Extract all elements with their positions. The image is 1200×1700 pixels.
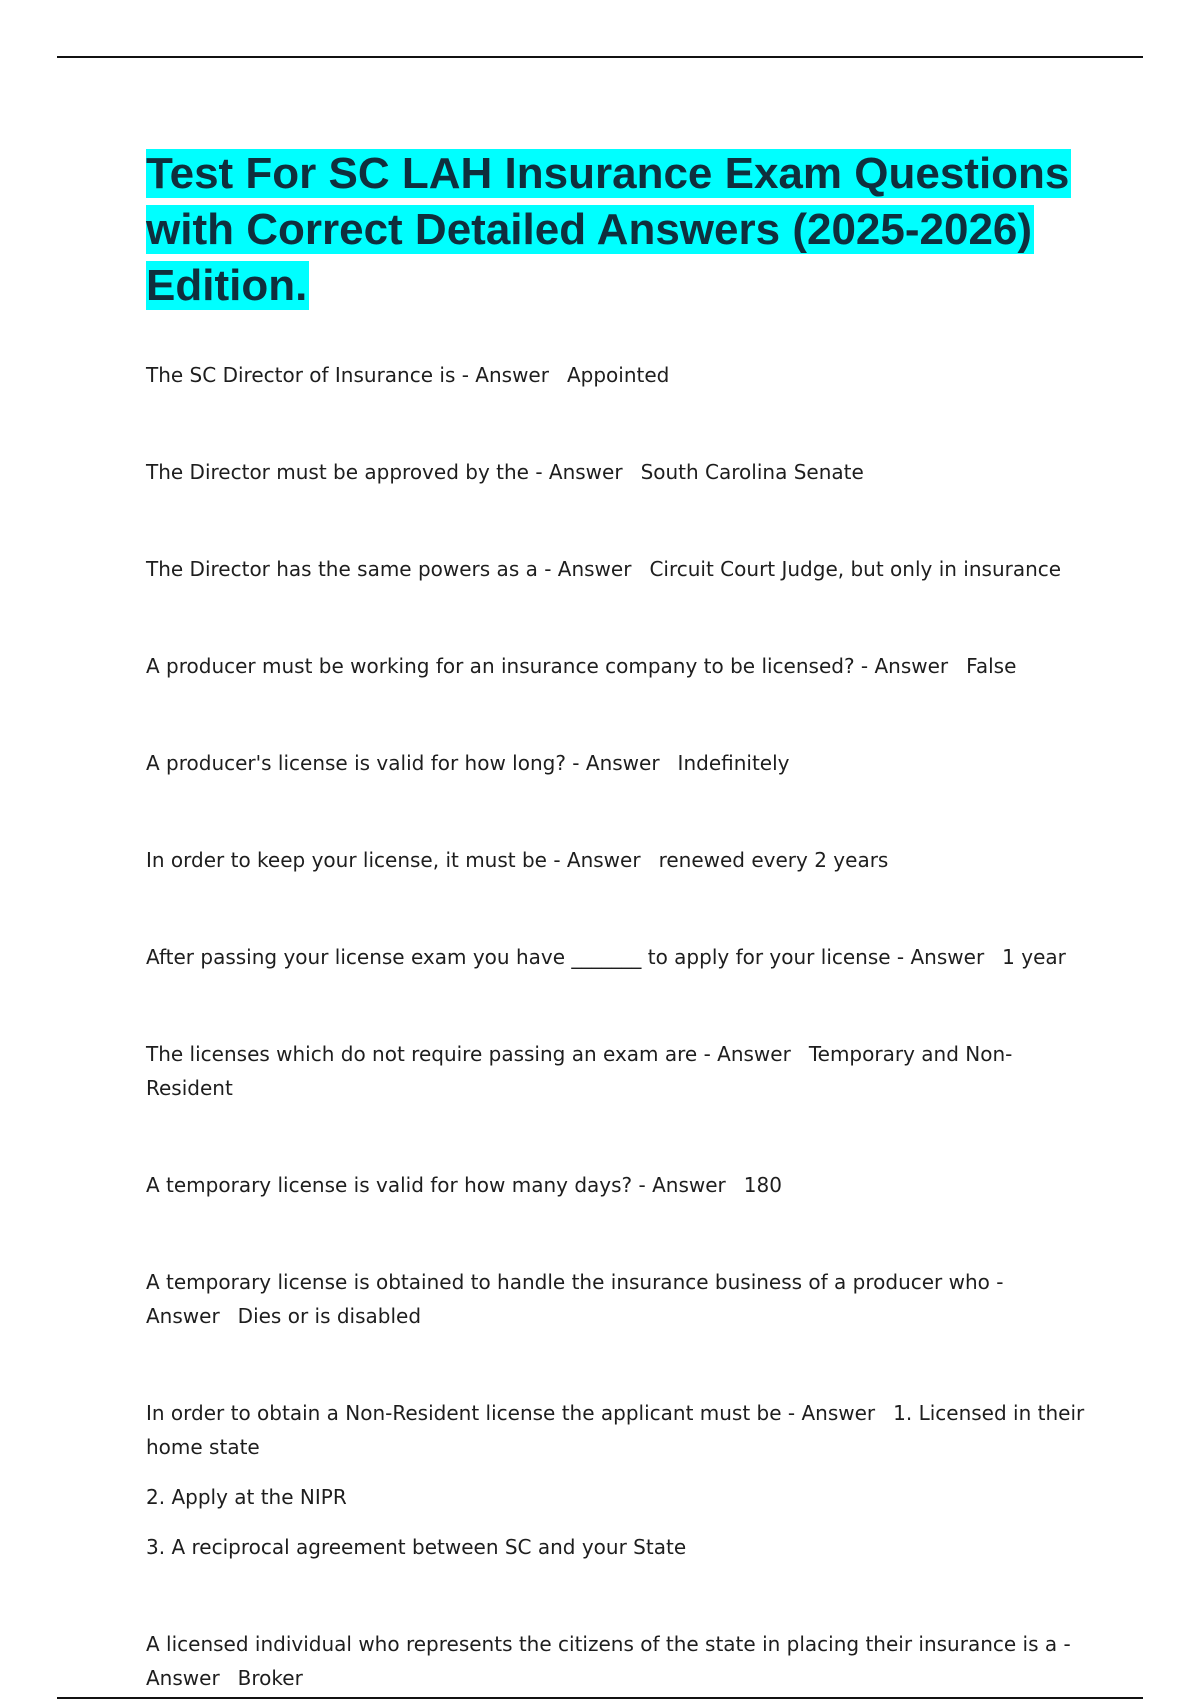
question-text: A producer's license is valid for how long? - Answer	[146, 751, 660, 775]
question-text: A licensed individual who represents the citizens of the state in placing their insurance is a - Answer	[146, 1632, 1071, 1690]
answer-text: Temporary and Non-Resident	[146, 1042, 1013, 1100]
answer-text: Appointed	[566, 363, 670, 387]
document-title-text: Test For SC LAH Insurance Exam Questions with Correct Detailed Answers (2025-2026) Edition.	[146, 149, 1070, 310]
answer-text: Indefinitely	[677, 751, 790, 775]
question-text: The licenses which do not require passing an exam are - Answer	[146, 1042, 791, 1066]
question-text: In order to keep your license, it must be - Answer	[146, 848, 641, 872]
question-text: A producer must be working for an insurance company to be licensed? - Answer	[146, 654, 949, 678]
qa-item	[146, 1396, 1086, 1564]
question-text: After passing your license exam you have _______ to apply for your license - Answer	[146, 945, 985, 969]
qa-item	[146, 940, 1086, 974]
question-text: The SC Director of Insurance is - Answer	[146, 363, 549, 387]
answer-text: 180	[743, 1173, 782, 1197]
answer-text: False	[966, 654, 1017, 678]
answer-text: Dies or is disabled	[237, 1304, 422, 1328]
question-text: A temporary license is obtained to handle the insurance business of a producer who - Answer	[146, 1270, 1004, 1328]
answer-text: renewed every 2 years	[658, 848, 889, 872]
qa-list	[146, 358, 1086, 1695]
question-text: The Director must be approved by the - Answer	[146, 460, 623, 484]
qa-item	[146, 1168, 1086, 1202]
answer-continuation: 2. Apply at the NIPR	[146, 1485, 347, 1509]
question-text: The Director has the same powers as a - Answer	[146, 557, 632, 581]
document-title	[146, 146, 1086, 314]
answer-text: 1 year	[1002, 945, 1066, 969]
answer-text: Broker	[237, 1666, 303, 1690]
question-text: A temporary license is valid for how many days? - Answer	[146, 1173, 726, 1197]
answer-text: Circuit Court Judge, but only in insurance	[649, 557, 1062, 581]
header-rule	[57, 56, 1143, 58]
answer-text: South Carolina Senate	[640, 460, 864, 484]
document-body	[146, 146, 1086, 1695]
qa-item	[146, 746, 1086, 780]
qa-item	[146, 358, 1086, 392]
qa-item	[146, 1627, 1086, 1695]
qa-item	[146, 1265, 1086, 1333]
qa-item	[146, 843, 1086, 877]
qa-item	[146, 552, 1086, 586]
answer-text: 1. Licensed in their home state	[146, 1401, 1085, 1459]
question-text: In order to obtain a Non-Resident license the applicant must be - Answer	[146, 1401, 876, 1425]
qa-item	[146, 455, 1086, 489]
qa-item	[146, 649, 1086, 683]
answer-continuation: 3. A reciprocal agreement between SC and your State	[146, 1535, 687, 1559]
qa-item	[146, 1037, 1086, 1105]
footer-rule	[57, 1697, 1143, 1699]
